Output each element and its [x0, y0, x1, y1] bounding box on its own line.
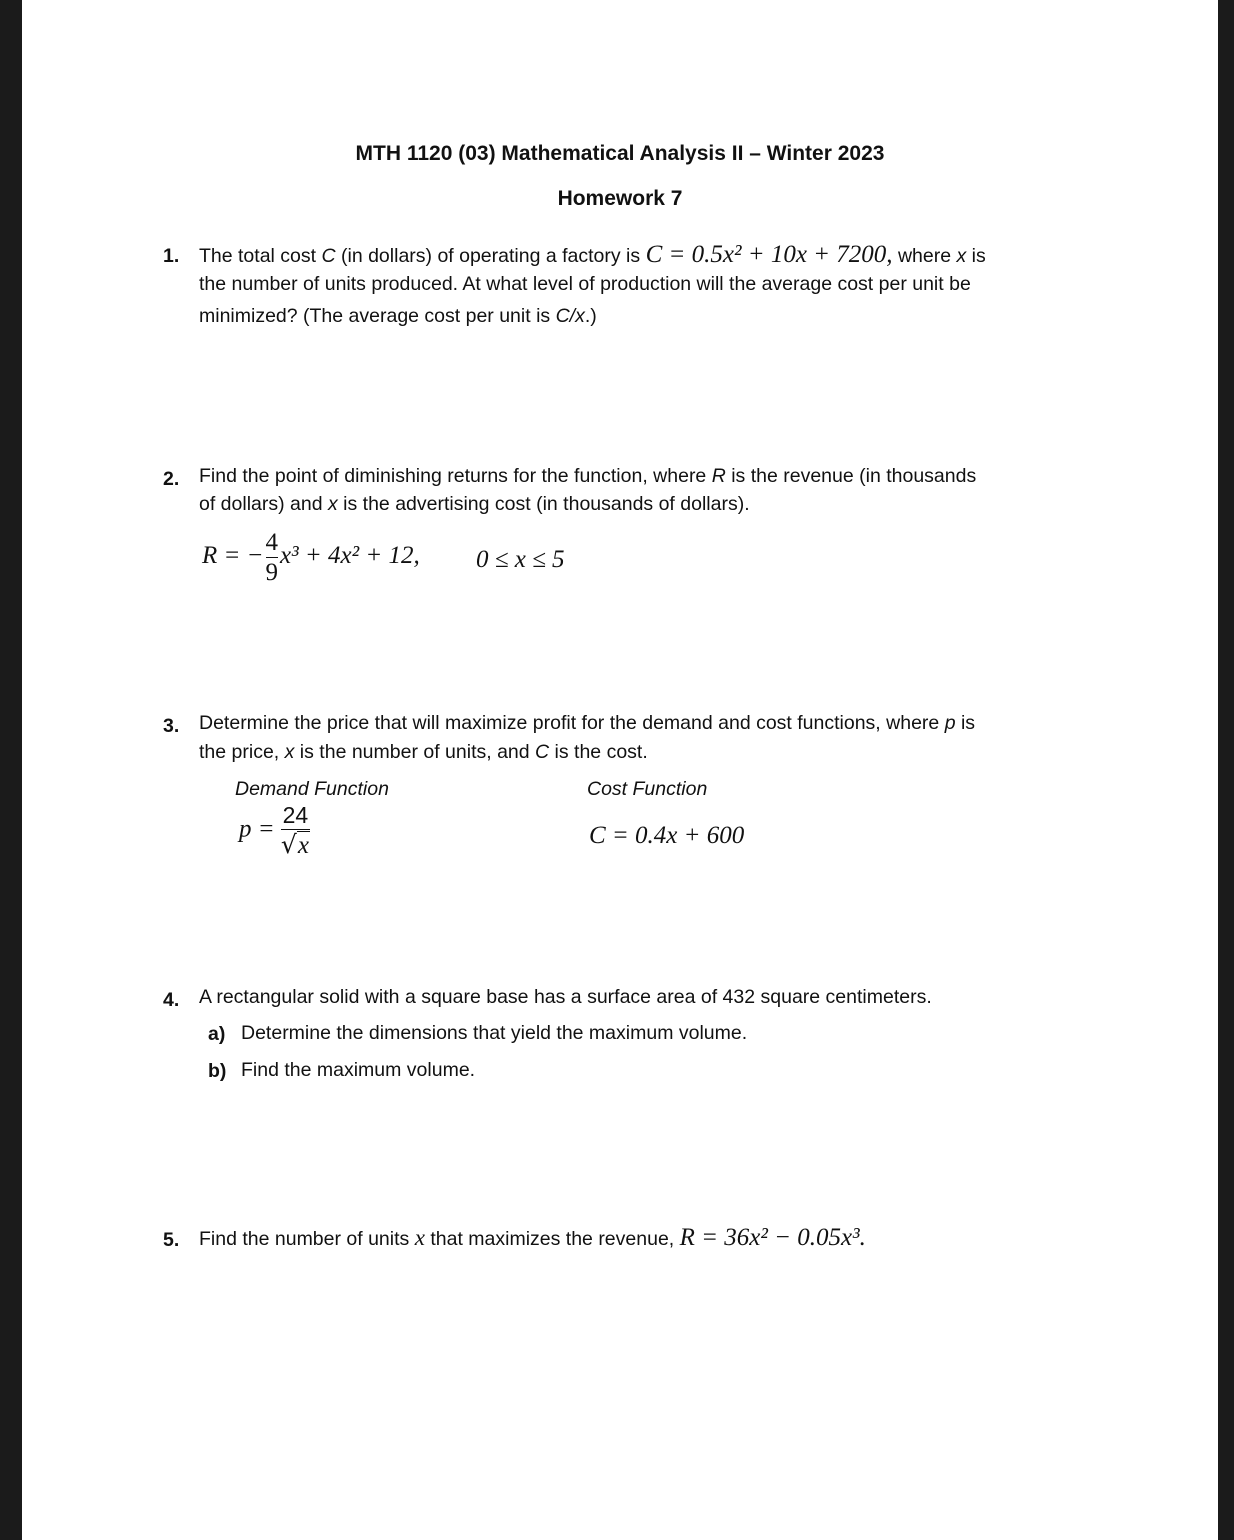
equation-lhs: p = — [239, 815, 275, 843]
text-segment: is the number of units, and — [294, 741, 536, 763]
variable: x — [414, 1225, 425, 1250]
revenue-equation: R = 36x² − 0.05x³. — [679, 1224, 866, 1251]
problem-number: 3. — [163, 715, 180, 737]
cost-equation: C = 0.5x² + 10x + 7200, — [645, 241, 893, 268]
text-segment: is the revenue (in thousands — [725, 465, 977, 487]
square-root — [281, 832, 310, 858]
fraction-bar — [266, 557, 279, 558]
part-text-b: Find the maximum volume. — [241, 1059, 476, 1081]
revenue-equation — [202, 530, 420, 585]
fraction — [281, 804, 310, 858]
problem-number: 2. — [163, 468, 180, 490]
text-segment: Determine the price that will maximize profit for the demand and cost functions, where — [199, 712, 945, 734]
demand-function-label: Demand Function — [235, 778, 389, 800]
radicand: x — [297, 832, 309, 859]
fraction-numerator: 4 — [265, 529, 279, 556]
text-segment: is — [966, 245, 986, 267]
fraction — [266, 530, 279, 585]
fraction-numerator: 24 — [282, 802, 309, 828]
text-segment: of dollars) and — [199, 493, 328, 515]
variable: x — [328, 493, 338, 515]
text-segment: the price, — [199, 741, 285, 763]
fraction-denominator: 9 — [265, 559, 279, 586]
text-segment: is the cost. — [549, 741, 648, 763]
variable: x — [956, 245, 967, 267]
text-segment: The total cost — [199, 245, 322, 267]
cost-function-label: Cost Function — [587, 778, 708, 800]
problem-1-line-2: the number of units produced. At what level of production will the average cost per unit be — [199, 273, 971, 295]
text-segment: Find the number of units — [199, 1228, 415, 1250]
part-text-a: Determine the dimensions that yield the maximum volume. — [241, 1022, 748, 1044]
problem-4-text: A rectangular solid with a square base has a surface area of 432 square centimeters. — [199, 986, 932, 1008]
assignment-title: Homework 7 — [557, 187, 683, 210]
text-segment: where — [892, 245, 957, 267]
problem-2-line-1 — [199, 465, 976, 488]
variable: R — [711, 465, 726, 487]
problem-2-line-2 — [199, 493, 750, 516]
document-page — [22, 0, 1218, 1540]
problem-1-line-1 — [199, 241, 986, 269]
equation-rhs: x³ + 4x² + 12, — [280, 542, 420, 570]
fraction-denominator — [281, 832, 310, 858]
domain-constraint: 0 ≤ x ≤ 5 — [476, 546, 565, 573]
problem-1-line-3 — [199, 305, 597, 328]
problem-number: 5. — [163, 1229, 180, 1251]
problem-number: 4. — [163, 989, 180, 1011]
text-segment: minimized? (The average cost per unit is — [199, 305, 556, 327]
text-segment: that maximizes the revenue, — [424, 1228, 680, 1250]
part-label-a: a) — [208, 1023, 226, 1045]
variable: p — [944, 712, 956, 734]
variable: x — [284, 741, 295, 763]
text-segment: Find the point of diminishing returns for the function, where — [199, 465, 712, 487]
problem-3-line-1 — [199, 712, 975, 735]
part-label-b: b) — [208, 1060, 227, 1082]
course-title: MTH 1120 (03) Mathematical Analysis II – Winter 2023 — [355, 142, 885, 165]
radical-sign: √ — [280, 830, 297, 859]
text-segment: is — [955, 712, 976, 734]
equation-lhs: R = − — [202, 542, 264, 570]
problem-5-text — [199, 1224, 866, 1252]
expression: C/x — [555, 305, 585, 327]
text-segment: .) — [584, 305, 597, 327]
variable: C — [535, 741, 550, 763]
problem-3-line-2 — [199, 741, 648, 764]
problem-number: 1. — [163, 245, 180, 267]
demand-equation — [239, 804, 310, 858]
variable: C — [321, 245, 336, 267]
text-segment: (in dollars) of operating a factory is — [335, 245, 646, 267]
cost-equation: C = 0.4x + 600 — [589, 822, 745, 849]
text-segment: is the advertising cost (in thousands of dollars). — [337, 493, 750, 515]
